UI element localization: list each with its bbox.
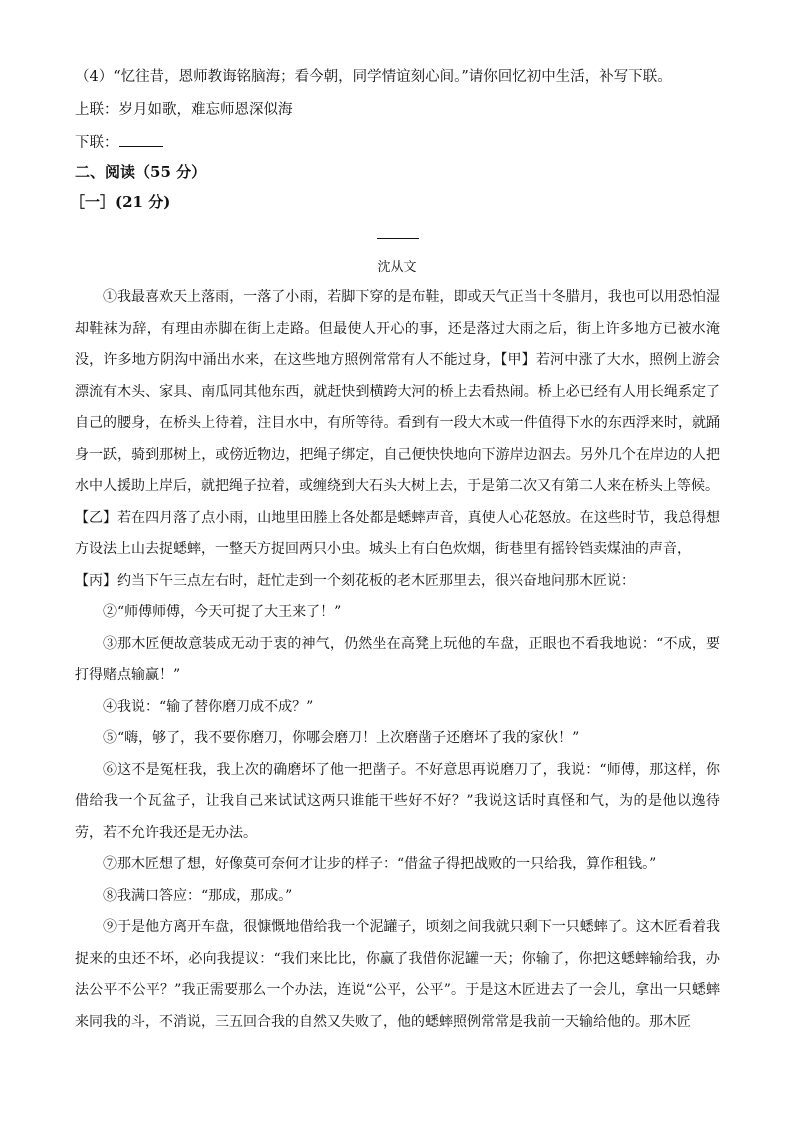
section-heading: 二、阅读（55 分） [75,163,207,181]
article-body [75,282,720,1038]
part-heading: ［一］(21 分) [70,193,171,211]
article-paragraph: 【乙】若在四月落了点小雨，山地里田塍上各处都是蟋蟀声音，真使人心花怒放。在这些时节，我总得想方设法上山去捉蟋蟀，一整天方捉回两只小虫。城头上有白色炊烟，街巷里有摇铃铛卖煤油的声音， [75,509,720,557]
article-paragraph: 【丙】约当下午三点左右时，赶忙走到一个刻花板的老木匠那里去，很兴奋地问那木匠说： [75,572,635,589]
article-paragraph: ⑥这不是冤枉我，我上次的确磨坏了他一把凿子。不好意思再说磨刀了，我说：“师傅，那这样，你借给我一个瓦盆子，让我自己来试试这两只谁能干些好不好？”我说这话时真怪和气，为的是他以逸待劳，若不允许我还是无办法。 [75,761,720,841]
couplet-upper: 上联：岁月如歌，难忘师恩深似海 [75,102,293,118]
couplet-lower-label: 下联： [75,135,119,151]
article-paragraph: ④我说：“输了替你磨刀成不成？” [103,698,314,715]
article-paragraph: ③那木匠便故意装成无动于衷的神气，仍然坐在高凳上玩他的车盘，正眼也不看我地说：“不成，要打得赌点输赢！” [75,635,720,683]
article-title-blank [377,237,419,239]
article-paragraph: ⑤“嗨，够了，我不要你磨刀，你哪会磨刀！上次磨凿子还磨坏了我的家伙！” [103,730,580,746]
question-4-prompt: （4）“忆往昔，恩师教诲铭脑海；看今朝，同学情谊刻心间。”请你回忆初中生活，补写下联。 [75,69,672,85]
article-paragraph: ⑧我满口答应：“那成，那成。” [103,887,293,904]
answer-blank [119,132,163,147]
article-paragraph: ⑨于是他方离开车盘，很慷慨地借给我一个泥罐子，顷刻之间我就只剩下一只蟋蟀了。这木匠看着我捉来的虫还不坏，必向我提议：“我们来比比，你赢了我借你泥罐一天；你输了，你把这蟋蟀输给我，办法公平不公平？”我正需要那么一个办法，连说“公平，公平”。于是这木匠进去了一会儿，拿出一只蟋蟀来同我的斗，不消说，三五回合我的自然又失败了，他的蟋蟀照例常常是我前一天输给他的。那木匠 [75,919,720,1030]
article-paragraph: ⑦那木匠想了想，好像莫可奈何才让步的样子：“借盆子得把战败的一只给我，算作租钱。” [103,856,657,872]
article-author: 沈从文 [377,260,417,275]
article-paragraph: ①我最喜欢天上落雨，一落了小雨，若脚下穿的是布鞋，即或天气正当十冬腊月，我也可以用恐怕湿却鞋袜为辞，有理由赤脚在街上走路。但最使人开心的事，还是落过大雨之后，街上许多地方已被水淹没，许多地方阴沟中涌出水来，在这些地方照例常常有人不能过身，【甲】若河中涨了大水，照例上游会漂流有木头、家具、南瓜同其他东西，就赶快到横跨大河的桥上去看热闹。桥上必已经有人用长绳系定了自己的腰身，在桥头上待着，注目水中，有所等待。看到有一段大木或一件值得下水的东西浮来时，就踊身一跃，骑到那树上，或傍近物边，把绳子绑定，自己便快快地向下游岸边泅去。另外几个在岸边的人把水中人援助上岸后，就把绳子拉着，或缠绕到大石头大树上去，于是第二次又有第二人来在桥头上等候。 [75,289,720,494]
article-paragraph: ②“师傅师傅，今天可捉了大王来了！” [103,604,342,620]
couplet-lower [75,132,725,153]
